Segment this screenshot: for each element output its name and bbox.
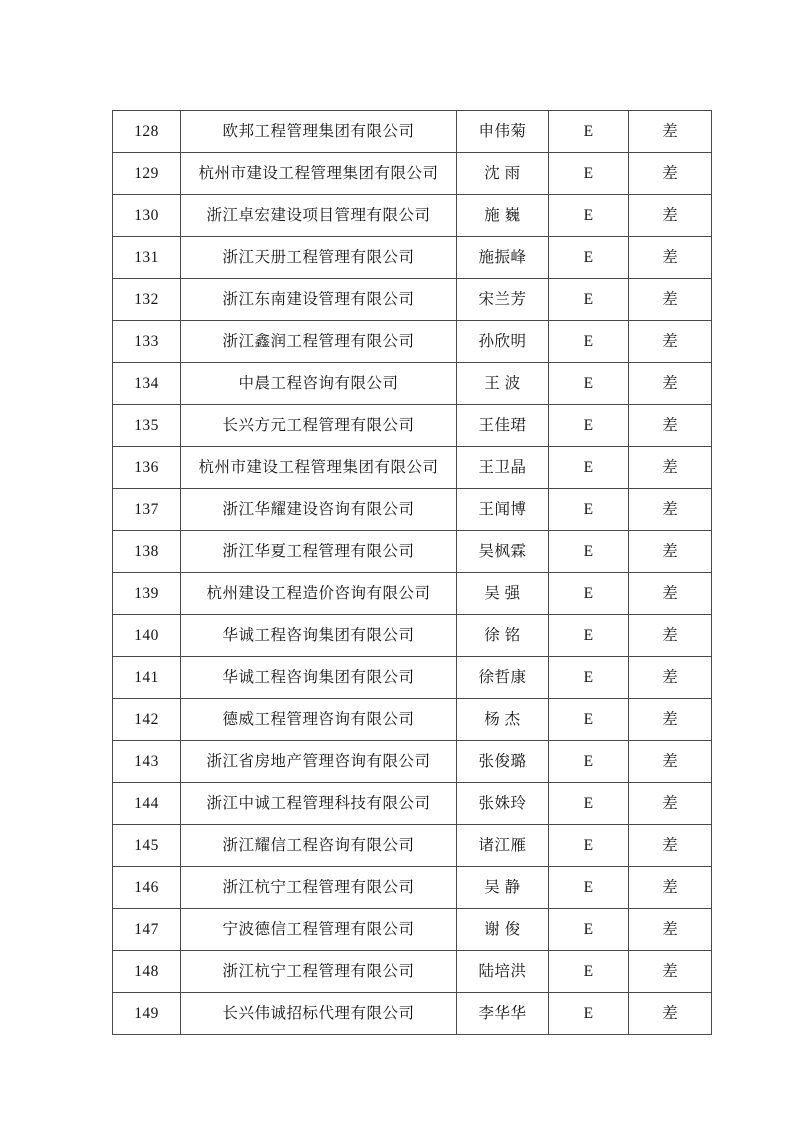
cell-grade-code: E <box>549 363 629 405</box>
cell-rating-result: 差 <box>629 195 712 237</box>
cell-grade-code: E <box>549 909 629 951</box>
cell-person-name: 张姝玲 <box>457 783 549 825</box>
cell-person-name: 沈 雨 <box>457 153 549 195</box>
cell-company-name: 长兴伟诚招标代理有限公司 <box>181 993 457 1035</box>
cell-grade-code: E <box>549 447 629 489</box>
table-row <box>113 993 712 1035</box>
cell-company-name: 浙江省房地产管理咨询有限公司 <box>181 741 457 783</box>
table-row <box>113 825 712 867</box>
cell-serial-number: 143 <box>113 741 181 783</box>
cell-rating-result: 差 <box>629 447 712 489</box>
cell-grade-code: E <box>549 699 629 741</box>
cell-grade-code: E <box>549 405 629 447</box>
cell-company-name: 中晨工程咨询有限公司 <box>181 363 457 405</box>
cell-company-name: 浙江鑫润工程管理有限公司 <box>181 321 457 363</box>
cell-rating-result: 差 <box>629 993 712 1035</box>
cell-rating-result: 差 <box>629 279 712 321</box>
cell-grade-code: E <box>549 195 629 237</box>
table-row <box>113 363 712 405</box>
table-row <box>113 237 712 279</box>
cell-company-name: 华诚工程咨询集团有限公司 <box>181 615 457 657</box>
cell-company-name: 浙江杭宁工程管理有限公司 <box>181 867 457 909</box>
cell-grade-code: E <box>549 783 629 825</box>
cell-serial-number: 139 <box>113 573 181 615</box>
table-row <box>113 699 712 741</box>
cell-person-name: 李华华 <box>457 993 549 1035</box>
cell-rating-result: 差 <box>629 237 712 279</box>
cell-person-name: 吴 强 <box>457 573 549 615</box>
cell-person-name: 谢 俊 <box>457 909 549 951</box>
cell-serial-number: 129 <box>113 153 181 195</box>
cell-rating-result: 差 <box>629 741 712 783</box>
cell-rating-result: 差 <box>629 783 712 825</box>
cell-person-name: 徐 铭 <box>457 615 549 657</box>
cell-rating-result: 差 <box>629 489 712 531</box>
cell-serial-number: 135 <box>113 405 181 447</box>
cell-grade-code: E <box>549 237 629 279</box>
table-row <box>113 909 712 951</box>
cell-person-name: 吴枫霖 <box>457 531 549 573</box>
table-row <box>113 405 712 447</box>
cell-person-name: 徐哲康 <box>457 657 549 699</box>
roster-table-body <box>113 111 712 1035</box>
cell-person-name: 杨 杰 <box>457 699 549 741</box>
cell-company-name: 德威工程管理咨询有限公司 <box>181 699 457 741</box>
cell-serial-number: 130 <box>113 195 181 237</box>
table-row <box>113 321 712 363</box>
cell-company-name: 浙江杭宁工程管理有限公司 <box>181 951 457 993</box>
cell-grade-code: E <box>549 615 629 657</box>
cell-person-name: 孙欣明 <box>457 321 549 363</box>
cell-rating-result: 差 <box>629 699 712 741</box>
cell-serial-number: 142 <box>113 699 181 741</box>
table-row <box>113 489 712 531</box>
table-row <box>113 783 712 825</box>
cell-grade-code: E <box>549 741 629 783</box>
cell-serial-number: 133 <box>113 321 181 363</box>
cell-rating-result: 差 <box>629 321 712 363</box>
cell-company-name: 浙江耀信工程咨询有限公司 <box>181 825 457 867</box>
table-row <box>113 741 712 783</box>
cell-company-name: 欧邦工程管理集团有限公司 <box>181 111 457 153</box>
cell-grade-code: E <box>549 657 629 699</box>
cell-rating-result: 差 <box>629 615 712 657</box>
roster-table-container <box>112 110 711 1035</box>
table-row <box>113 153 712 195</box>
cell-person-name: 陆培洪 <box>457 951 549 993</box>
cell-company-name: 浙江华夏工程管理有限公司 <box>181 531 457 573</box>
cell-rating-result: 差 <box>629 111 712 153</box>
cell-serial-number: 136 <box>113 447 181 489</box>
table-row <box>113 111 712 153</box>
cell-rating-result: 差 <box>629 573 712 615</box>
cell-serial-number: 145 <box>113 825 181 867</box>
cell-person-name: 宋兰芳 <box>457 279 549 321</box>
cell-company-name: 浙江卓宏建设项目管理有限公司 <box>181 195 457 237</box>
cell-grade-code: E <box>549 489 629 531</box>
cell-person-name: 吴 静 <box>457 867 549 909</box>
cell-rating-result: 差 <box>629 531 712 573</box>
cell-serial-number: 137 <box>113 489 181 531</box>
cell-serial-number: 141 <box>113 657 181 699</box>
cell-person-name: 王 波 <box>457 363 549 405</box>
cell-rating-result: 差 <box>629 825 712 867</box>
cell-company-name: 浙江东南建设管理有限公司 <box>181 279 457 321</box>
cell-company-name: 华诚工程咨询集团有限公司 <box>181 657 457 699</box>
cell-serial-number: 144 <box>113 783 181 825</box>
cell-grade-code: E <box>549 321 629 363</box>
cell-serial-number: 131 <box>113 237 181 279</box>
cell-grade-code: E <box>549 573 629 615</box>
table-row <box>113 657 712 699</box>
cell-grade-code: E <box>549 825 629 867</box>
table-row <box>113 279 712 321</box>
table-row <box>113 531 712 573</box>
roster-table <box>112 110 712 1035</box>
table-row <box>113 195 712 237</box>
table-row <box>113 951 712 993</box>
cell-person-name: 王卫晶 <box>457 447 549 489</box>
cell-serial-number: 138 <box>113 531 181 573</box>
table-row <box>113 615 712 657</box>
cell-person-name: 施振峰 <box>457 237 549 279</box>
table-row <box>113 447 712 489</box>
cell-grade-code: E <box>549 531 629 573</box>
cell-serial-number: 134 <box>113 363 181 405</box>
cell-company-name: 浙江天册工程管理有限公司 <box>181 237 457 279</box>
cell-rating-result: 差 <box>629 867 712 909</box>
cell-grade-code: E <box>549 279 629 321</box>
cell-rating-result: 差 <box>629 363 712 405</box>
cell-person-name: 张俊璐 <box>457 741 549 783</box>
cell-serial-number: 149 <box>113 993 181 1035</box>
cell-grade-code: E <box>549 867 629 909</box>
cell-person-name: 施 巍 <box>457 195 549 237</box>
cell-company-name: 浙江中诚工程管理科技有限公司 <box>181 783 457 825</box>
cell-grade-code: E <box>549 153 629 195</box>
table-row <box>113 573 712 615</box>
cell-company-name: 杭州市建设工程管理集团有限公司 <box>181 153 457 195</box>
cell-person-name: 诸江雁 <box>457 825 549 867</box>
cell-person-name: 申伟菊 <box>457 111 549 153</box>
cell-company-name: 长兴方元工程管理有限公司 <box>181 405 457 447</box>
cell-grade-code: E <box>549 993 629 1035</box>
cell-person-name: 王佳珺 <box>457 405 549 447</box>
cell-company-name: 浙江华耀建设咨询有限公司 <box>181 489 457 531</box>
cell-rating-result: 差 <box>629 153 712 195</box>
cell-rating-result: 差 <box>629 909 712 951</box>
cell-company-name: 杭州市建设工程管理集团有限公司 <box>181 447 457 489</box>
cell-serial-number: 146 <box>113 867 181 909</box>
cell-company-name: 宁波德信工程管理有限公司 <box>181 909 457 951</box>
cell-serial-number: 128 <box>113 111 181 153</box>
cell-rating-result: 差 <box>629 657 712 699</box>
cell-serial-number: 147 <box>113 909 181 951</box>
cell-serial-number: 140 <box>113 615 181 657</box>
cell-serial-number: 132 <box>113 279 181 321</box>
cell-person-name: 王闻博 <box>457 489 549 531</box>
cell-rating-result: 差 <box>629 951 712 993</box>
cell-rating-result: 差 <box>629 405 712 447</box>
cell-grade-code: E <box>549 111 629 153</box>
cell-company-name: 杭州建设工程造价咨询有限公司 <box>181 573 457 615</box>
table-row <box>113 867 712 909</box>
cell-grade-code: E <box>549 951 629 993</box>
cell-serial-number: 148 <box>113 951 181 993</box>
